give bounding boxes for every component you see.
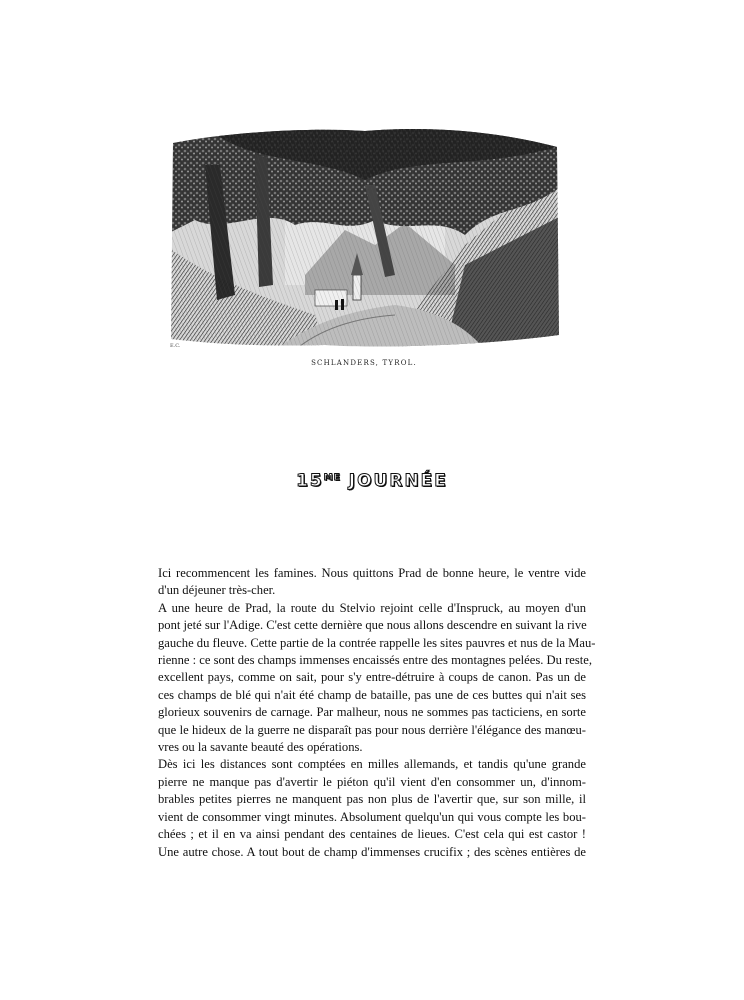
text-line: A une heure de Prad, la route du Stelvio rejoint celle d'Inspruck, au moyen d'un (158, 600, 586, 615)
illustration-caption: SCHLANDERS, TYROL. (311, 359, 417, 367)
chapter-heading (0, 471, 744, 491)
landscape-engraving (165, 125, 563, 350)
text-line: Dès ici les distances sont comptées en milles allemands, et tandis qu'une grande (158, 757, 586, 772)
text-line: ces champs de blé qui n'ait été champ de bataille, pas une de ces buttes qui n'ait ses (158, 687, 586, 702)
text-line: vres ou la savante beauté des opérations. (158, 740, 363, 755)
text-line: pont jeté sur l'Adige. C'est cette dernière que nous allons descendre en suivant la rive (158, 618, 587, 633)
text-line: gauche du fleuve. Cette partie de la contrée rappelle les sites pauvres et nus de la Mau- (158, 635, 596, 650)
text-line: vient de consommer vingt minutes. Absolument quelqu'un qui vous compte les bou- (158, 809, 586, 824)
text-line: Une autre chose. A tout bout de champ d'immenses crucifix ; des scènes entières de (158, 844, 586, 859)
text-line: que le hideux de la guerre ne disparaît pas pour nous derrière l'élégance des manœu- (158, 722, 586, 737)
text-line: d'un déjeuner très-cher. (158, 583, 276, 598)
text-line: chées ; et il en va ainsi pendant des centaines de lieues. C'est cela qui est castor ! (158, 827, 586, 842)
chapter-superscript: ME (323, 473, 341, 483)
chapter-title: JOURNÉE (348, 471, 448, 491)
engraver-initials: E.C. (170, 343, 181, 349)
text-line: Ici recommencent les famines. Nous quittons Prad de bonne heure, le ventre vide (158, 566, 586, 580)
text-line: brables petites pierres ne manquent pas non plus de l'avertir que, sur son mille, il (158, 792, 586, 807)
text-line: glorieux souvenirs de carnage. Par malheur, nous ne sommes pas tacticiens, en sorte (158, 705, 586, 720)
body-text (158, 565, 596, 861)
text-line: excellent pays, comme on sait, pour s'y entre-détruire à coups de canon. Pas un de (158, 670, 586, 685)
text-line: rienne : ce sont des champs immenses encaissés entre des montagnes pelées. Du reste, (158, 653, 592, 668)
text-line: pierre ne manque pas d'avertir le piéton qu'il vient d'en consommer un, d'innom- (158, 774, 586, 789)
chapter-number: 15 (296, 471, 324, 491)
